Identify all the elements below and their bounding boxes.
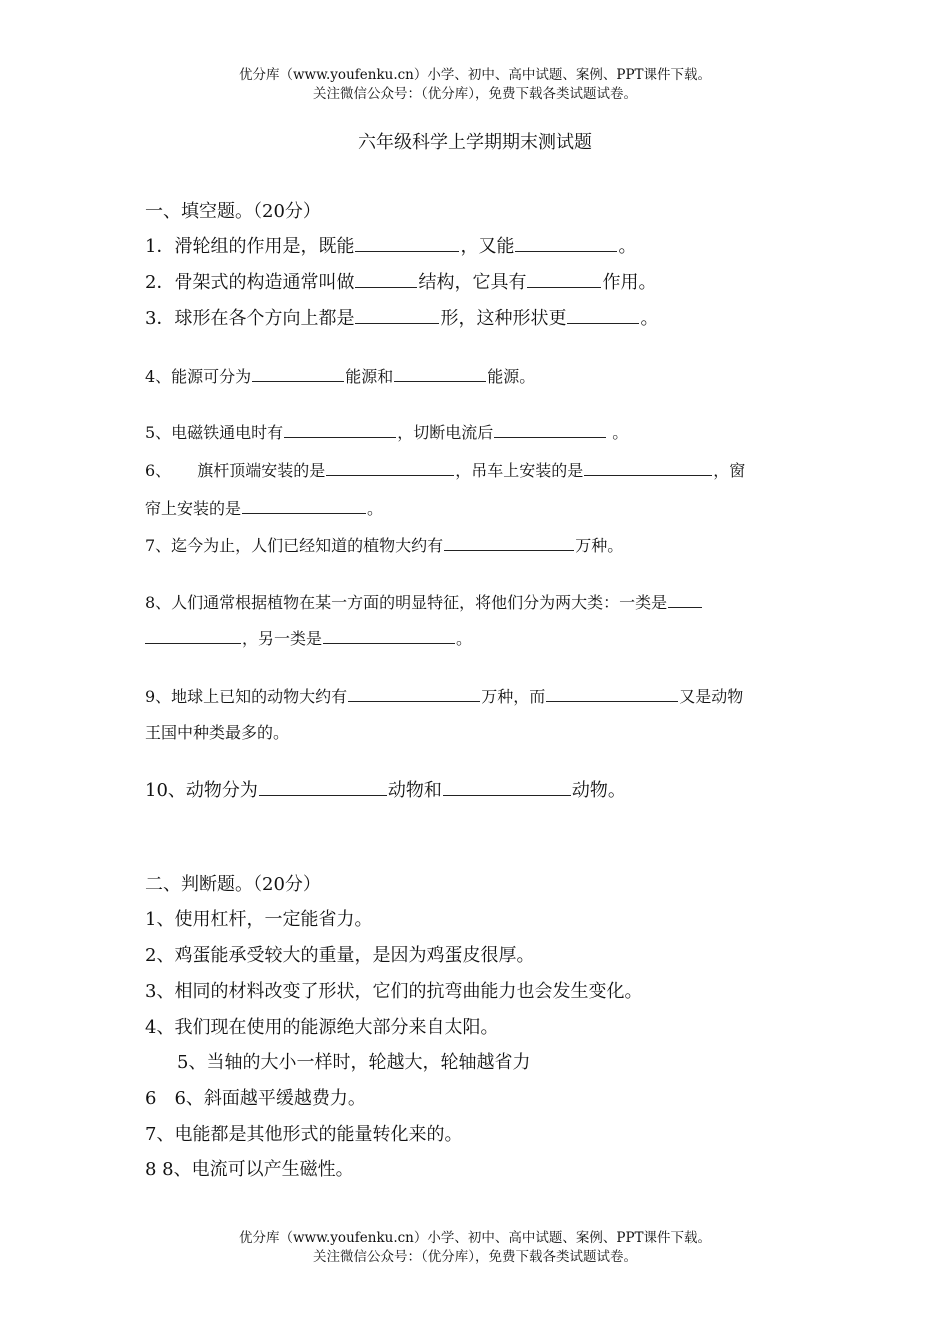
question-4: 4、能源可分为 能源和 能源。 [145,367,536,386]
header-line-2: 关注微信公众号：（优分库），免费下载各类试题试卷。 [313,86,637,102]
answer-blank[interactable] [668,606,702,608]
answer-blank[interactable] [242,512,366,514]
question-9-continued: 王国中种类最多的。 [145,723,290,742]
answer-blank[interactable] [355,286,417,288]
answer-blank[interactable] [355,250,459,252]
answer-blank[interactable] [394,380,486,382]
question-10: 10、动物分为 动物和 动物。 [145,780,626,801]
answer-blank[interactable] [348,700,480,702]
answer-blank[interactable] [323,642,455,644]
question-3: 3．球形在各个方向上都是 形，这种形状更 。 [145,308,659,329]
question-1: 1．滑轮组的作用是，既能 ，又能 。 [145,236,637,257]
judgment-item: 1、使用杠杆，一定能省力。 [145,909,373,930]
question-2: 2．骨架式的构造通常叫做 结构，它具有 作用。 [145,272,657,293]
judgment-item: 4、我们现在使用的能源绝大部分来自太阳。 [145,1017,499,1038]
question-6-continued: 帘上安装的是 。 [145,499,384,518]
answer-blank[interactable] [546,700,678,702]
footer-line-1: 优分库（www.youfenku.cn）小学、初中、高中试题、案例、PPT课件下载。 [238,1230,712,1246]
judgment-item: 2、鸡蛋能承受较大的重量，是因为鸡蛋皮很厚。 [145,945,535,966]
judgment-item: 3、相同的材料改变了形状，它们的抗弯曲能力也会发生变化。 [145,981,643,1002]
answer-blank[interactable] [527,286,601,288]
judgment-item: 8 8、电流可以产生磁性。 [145,1159,354,1180]
section1-heading: 一、填空题。（20分） [145,201,321,222]
judgment-item: 5、当轴的大小一样时，轮越大，轮轴越省力 [177,1052,531,1073]
question-8: 8、人们通常根据植物在某一方面的明显特征，将他们分为两大类：一类是 [145,590,703,613]
judgment-item: 7、电能都是其他形式的能量转化来的。 [145,1124,463,1145]
question-8-continued: ，另一类是 。 [145,626,472,649]
answer-blank[interactable] [443,794,571,796]
answer-blank[interactable] [326,474,454,476]
answer-blank[interactable] [355,322,439,324]
answer-blank[interactable] [584,474,712,476]
answer-blank[interactable] [252,380,344,382]
answer-blank[interactable] [259,794,387,796]
footer-line-2: 关注微信公众号：（优分库），免费下载各类试题试卷。 [313,1249,637,1265]
judgment-item: 6 6、斜面越平缓越费力。 [145,1088,366,1109]
page-footer [0,1229,950,1267]
answer-blank[interactable] [494,436,606,438]
header-line-1: 优分库（www.youfenku.cn）小学、初中、高中试题、案例、PPT课件下载。 [238,67,712,83]
section2-heading: 二、判断题。（20分） [145,874,321,895]
answer-blank[interactable] [444,549,574,551]
question-6: 6、 旗杆顶端安装的是 ，吊车上安装的是 ，窗 [145,461,746,480]
question-9: 9、地球上已知的动物大约有 万种，而 又是动物 [145,687,744,706]
answer-blank[interactable] [567,322,639,324]
page-title: 六年级科学上学期期末测试题 [358,132,592,153]
answer-blank[interactable] [515,250,617,252]
question-5: 5、电磁铁通电时有 ，切断电流后 。 [145,423,629,442]
answer-blank[interactable] [145,642,241,644]
page-header [0,66,950,104]
question-7: 7、迄今为止，人们已经知道的植物大约有 万种。 [145,536,624,555]
answer-blank[interactable] [284,436,396,438]
